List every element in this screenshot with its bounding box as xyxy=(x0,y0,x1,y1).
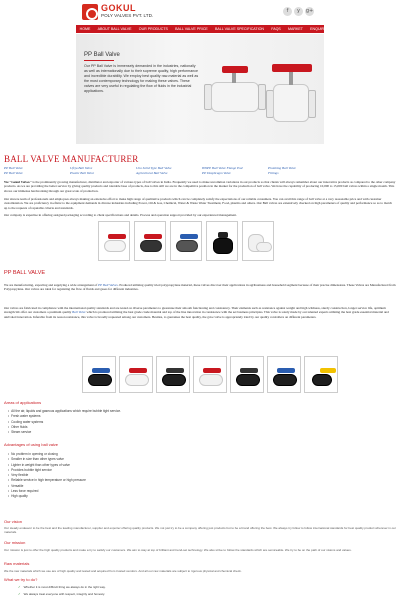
product-thumbnail[interactable] xyxy=(230,356,264,393)
what-item-2 xyxy=(18,592,105,596)
list-item: • Reliable service in high temperature or high pressure xyxy=(8,478,86,483)
nav-products[interactable]: OUR PRODUCTS xyxy=(138,27,168,31)
nav-about[interactable]: ABOUT BALL VALVE xyxy=(97,27,132,31)
list-item: • All the air, liquids and gaseous applications which require bubble tight service. xyxy=(8,409,121,414)
product-link[interactable]: Uno Solid Type Ball Valve xyxy=(136,166,172,170)
brand-subtitle: POLY VALVES PVT. LTD. xyxy=(101,13,154,18)
raw-materials-title: Raw materials xyxy=(4,561,30,566)
list-item: • Other fluids xyxy=(8,425,121,430)
product-link[interactable]: Fittings xyxy=(268,171,279,175)
logo-mark-icon xyxy=(82,4,98,20)
vision-title: Our vision xyxy=(4,519,23,524)
product-links xyxy=(4,166,396,176)
pp-text-b: . Produced utilizing quality tried polypropylene material, these valves discover their applications in agribusiness and household segment because of their precise dimensions. These Valves are Manufactured from Polypropylene. Our valves are ideal for regulating the flow of fluids and gases for different industries. xyxy=(4,283,396,292)
product-link[interactable]: PP Diaphragm Valve xyxy=(202,171,231,175)
list-item: • Fresh water systems xyxy=(8,414,121,419)
what-item-text: We always treat everyone with respect, integrity and honesty. xyxy=(23,592,105,596)
areas-title: Areas of applications xyxy=(4,400,42,405)
brand-logo[interactable] xyxy=(82,3,152,21)
product-link[interactable]: Ufeja Ball Valve xyxy=(70,166,93,170)
banner-valve-image-1 xyxy=(204,60,266,130)
banner-text: Our PP Ball Valve is immensely demanded in the industries, nationally as well as internationally due to their supreme quality, high performance and incredible durability. We employ best quality raw-material as well as the most contemporary technology for making these valves. These valves are very useful in regulating the flow of fluids in the industrial applications. xyxy=(84,64,199,93)
advantages-title: Advantages of using ball valve xyxy=(4,442,59,447)
mission-title: Our mission xyxy=(4,540,26,545)
packaging-paragraph: Our company is expertise in offering assigned packaging according to client specifications and details. Process and operation support provided by our experienced management. xyxy=(4,213,237,217)
banner-divider xyxy=(84,60,114,61)
product-thumbnail[interactable] xyxy=(82,356,116,393)
intro-paragraph xyxy=(4,180,396,193)
banner-title: PP Ball Valve xyxy=(84,52,120,58)
list-item: • Cooling water systems xyxy=(8,420,121,425)
product-link[interactable]: PP Ball Valve xyxy=(4,171,23,175)
list-item: • Less force required xyxy=(8,489,86,494)
hero-banner xyxy=(76,34,324,144)
nav-faqs[interactable]: FAQS xyxy=(271,27,281,31)
what-item-text: Whether it is most difficult thing we always do in the right way. xyxy=(23,585,106,589)
check-icon: ✓ xyxy=(18,592,21,596)
product-thumbnail[interactable] xyxy=(98,221,130,261)
facebook-icon[interactable]: f xyxy=(283,7,292,16)
product-link[interactable]: Agricultural Ball Valve xyxy=(136,171,168,175)
mission-text: Our mission is just to offer the high quality products and make a try to satisfy our customers. We aim to stay at top of brilliant and trend-set technology. We also strive to follow the standards which are serviceable. We try to be on the path of our visions and values. xyxy=(4,548,352,552)
team-paragraph: Our sincere team of professionals and employees always making an extensive effort to make high range of qualitative products which can be completely satisfy the expectations of our reliable consumers. You can avail this range of ball valve at a very reasonable price and with customer customization. We are proficiency in efistrz to the equipment demands in diverse industries including Power, Oil & Gas, Chemical, Water & Waste Water Treatment, Food, pharma and others. Our Ball valves are extensively checked on high parameters of quality and performance so as to match up to the requests of reputable criteria and standards. xyxy=(4,197,392,210)
product-thumbnail[interactable] xyxy=(119,356,153,393)
pp-text-a: We are manufacturing, exporting and supplying a wide arrangement of xyxy=(4,283,99,287)
areas-list xyxy=(8,409,121,435)
nav-specification[interactable]: BALL VALVE SPECIFICATION xyxy=(215,27,265,31)
intro-text: is the prominently growing manufacturer, distributor and exporter of various types of ball valves in India. Frequently we used to make uncommon variations in our products so that clients will always remember about our innovative products as compared to the other company products. As we are providing the better service by giving quality products and tolerable base of products, due to this still we are in the competitive position in the market for the production of ball valve. We have the capability of producing 10,000 to 15,000 ball valves within a single month. This shows our immense hardworking through our great scale of production. xyxy=(4,180,396,193)
brand-name: GOKUL xyxy=(101,3,136,13)
what-we-do-title: What we try to do? xyxy=(4,577,38,582)
nav-contact[interactable]: CONTACT US xyxy=(333,27,357,31)
product-thumbnails-2 xyxy=(82,356,338,393)
nav-price[interactable]: BALL VALVE PRICE xyxy=(175,27,208,31)
list-item: • Versatile xyxy=(8,484,86,489)
list-item: • No problem in opening or closing xyxy=(8,452,86,457)
product-thumbnail[interactable] xyxy=(242,221,274,261)
pp-ball-valves-link[interactable]: PP Ball Valves xyxy=(98,283,118,287)
nav-market[interactable]: MARKET xyxy=(287,27,303,31)
product-thumbnail[interactable] xyxy=(206,221,238,261)
list-item: • Lighter in weight than other types of valve xyxy=(8,463,86,468)
product-thumbnail[interactable] xyxy=(267,356,301,393)
product-thumbnails-1 xyxy=(98,221,274,261)
pp-paragraph-2 xyxy=(4,306,396,319)
twitter-icon[interactable]: y xyxy=(294,7,303,16)
product-thumbnail[interactable] xyxy=(170,221,202,261)
main-nav xyxy=(76,25,357,33)
banner-valve-image-2 xyxy=(262,44,318,140)
list-item: • Provides bubble tight service xyxy=(8,468,86,473)
product-link[interactable]: PP Ball Valve xyxy=(4,166,23,170)
product-thumbnail[interactable] xyxy=(134,221,166,261)
product-thumbnail[interactable] xyxy=(193,356,227,393)
pp-text-d: which is produced utilizing the best grade crude material and top of the line innovation in consistence with the set business principles. This valve is solely made by our talented experts utilizing the best grade essential material and unrivaled innovation. Inferable from its reason resistance, this valve is broadly requested among our customers. Besides, to guarantee the best quality, the gave valve is appropriately tried by our quality controllers on different parameters. xyxy=(4,310,389,319)
vision-text: Our steady endeavor to be the best and the leading manufacturer, supplier and exporter offering quality products. We not just try to be a company offering just products but to be a brand offering the best. We always try follow to follow international standards for best quality product wherever in our materials. xyxy=(4,526,396,534)
list-item: • Very flexible xyxy=(8,473,86,478)
product-thumbnail[interactable] xyxy=(156,356,190,393)
section-title-pp-ball-valve: PP BALL VALVE xyxy=(4,270,46,276)
check-icon: ✓ xyxy=(18,585,21,589)
raw-materials-text: We the raw materials which we use are of high quality and tested and acquired from trusted vendors. And all our raw materials are subject to rigorous physical and chemical check. xyxy=(4,569,242,573)
pp-text-c: Our valves are fabricated in compliance with the international quality standards and are tested on diverse parameters to guarantee their smooth functioning and consistency. Their elements such as resistance against weight and high wildness, sturdy construction, longer service life, optimum strength.We offer our customers a premium quality xyxy=(4,306,386,315)
product-thumbnail[interactable] xyxy=(304,356,338,393)
what-item-1 xyxy=(18,585,106,589)
product-link[interactable]: HDPE Ball Valve Flange End xyxy=(202,166,243,170)
product-link[interactable]: Plastic Ball Valve xyxy=(70,171,95,175)
ball-valve-link[interactable]: Ball Valve xyxy=(72,310,86,315)
google-plus-icon[interactable]: g+ xyxy=(305,8,314,14)
nav-home[interactable]: HOME xyxy=(79,27,91,31)
intro-bold: We "Gokul Valves" xyxy=(4,180,32,184)
site-header xyxy=(0,0,400,24)
product-link[interactable]: Plumbing Ball Valve xyxy=(268,166,296,170)
nav-enquiry[interactable]: ENQUIRY xyxy=(310,27,327,31)
list-item: • Smaller in size than other types valve xyxy=(8,457,86,462)
list-item: • High quality xyxy=(8,494,86,499)
list-item: • Steam service xyxy=(8,430,121,435)
advantages-list xyxy=(8,452,86,500)
section-title-manufacturer: BALL VALVE MANUFACTURER xyxy=(4,154,139,164)
pp-paragraph-1 xyxy=(4,283,396,292)
